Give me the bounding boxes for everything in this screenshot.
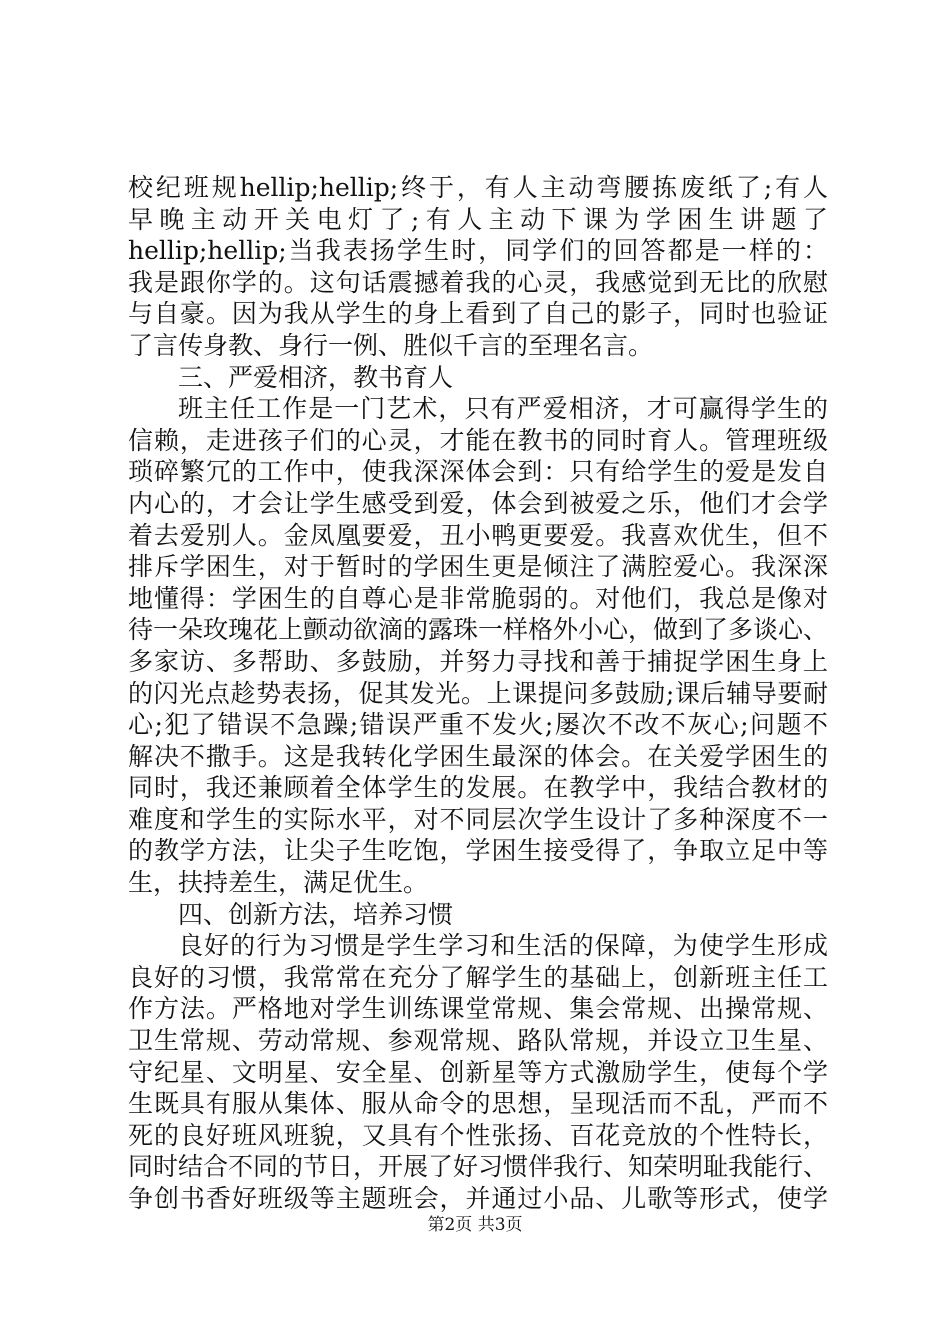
section-heading: 三、严爱相济，教书育人 xyxy=(178,362,454,392)
section-heading: 四、创新方法，培养习惯 xyxy=(178,899,454,929)
text-line: 多家访、多帮助、多鼓励，并努力寻找和善于捕捉学困生身上 xyxy=(128,646,828,676)
text-line: 待一朵玫瑰花上颤动欲滴的露珠一样格外小心，做到了多谈心、 xyxy=(128,615,829,645)
text-line: 内心的，才会让学生感受到爱，体会到被爱之乐，他们才会学 xyxy=(128,488,828,518)
text-line: 的教学方法，让尖子生吃饱，学困生接受得了，争取立足中等 xyxy=(128,836,828,866)
text-line: 作方法。严格地对学生训练课堂常规、集会常规、出操常规、 xyxy=(128,994,828,1024)
text-line: 早晚主动开关电灯了;有人主动下课为学困生讲题了 xyxy=(128,204,828,234)
text-line: 同时结合不同的节日，开展了好习惯伴我行、知荣明耻我能行、 xyxy=(128,1152,829,1182)
text-line: 排斥学困生，对于暂时的学困生更是倾注了满腔爱心。我深深 xyxy=(128,552,828,582)
text-line: 生既具有服从集体、服从命令的思想，呈现活而不乱，严而不 xyxy=(128,1089,828,1119)
text-line: 心;犯了错误不急躁;错误严重不发火;屡次不改不灰心;问题不 xyxy=(128,710,828,740)
text-line: 死的良好班风班貌，又具有个性张扬、百花竞放的个性特长， xyxy=(128,1120,828,1150)
text-line: hellip;hellip;当我表扬学生时，同学们的回答都是一样的： xyxy=(128,236,828,266)
text-line: 琐碎繁冗的工作中，使我深深体会到：只有给学生的爱是发自 xyxy=(128,457,828,487)
text-line: 卫生常规、劳动常规、参观常规、路队常规，并设立卫生星、 xyxy=(128,1026,828,1056)
text-line: 争创书香好班级等主题班会，并通过小品、儿歌等形式，使学 xyxy=(128,1184,828,1213)
text-line: 信赖，走进孩子们的心灵，才能在教书的同时育人。管理班级 xyxy=(128,425,828,455)
text-line: 良好的行为习惯是学生学习和生活的保障，为使学生形成 xyxy=(178,931,828,961)
text-line: 守纪星、文明星、安全星、创新星等方式激励学生，使每个学 xyxy=(128,1057,828,1087)
text-line: 难度和学生的实际水平，对不同层次学生设计了多种深度不一 xyxy=(128,804,828,834)
text-line: 班主任工作是一门艺术，只有严爱相济，才可赢得学生的 xyxy=(178,394,828,424)
text-line: 了言传身教、身行一例、胜似千言的至理名言。 xyxy=(128,330,654,360)
text-line: 与自豪。因为我从学生的身上看到了自己的影子，同时也验证 xyxy=(128,299,828,329)
text-line: 地懂得：学困生的自尊心是非常脆弱的。对他们，我总是像对 xyxy=(128,583,828,613)
text-line: 良好的习惯，我常常在充分了解学生的基础上，创新班主任工 xyxy=(128,962,828,992)
text-line: 同时，我还兼顾着全体学生的发展。在教学中，我结合教材的 xyxy=(128,773,828,803)
text-line: 校纪班规hellip;hellip;终于，有人主动弯腰拣废纸了;有人 xyxy=(128,173,828,202)
text-line: 我是跟你学的。这句话震撼着我的心灵，我感觉到无比的欣慰 xyxy=(128,267,828,297)
text-line: 的闪光点趁势表扬，促其发光。上课提问多鼓励;课后辅导要耐 xyxy=(128,678,828,708)
text-line: 生，扶持差生，满足优生。 xyxy=(128,868,429,898)
page-footer: 第2页 共3页 xyxy=(427,1215,523,1235)
body-text xyxy=(128,172,828,1215)
text-line: 解决不撒手。这是我转化学困生最深的体会。在关爱学困生的 xyxy=(128,741,828,771)
text-line: 着去爱别人。金凤凰要爱，丑小鸭更要爱。我喜欢优生，但不 xyxy=(128,520,828,550)
